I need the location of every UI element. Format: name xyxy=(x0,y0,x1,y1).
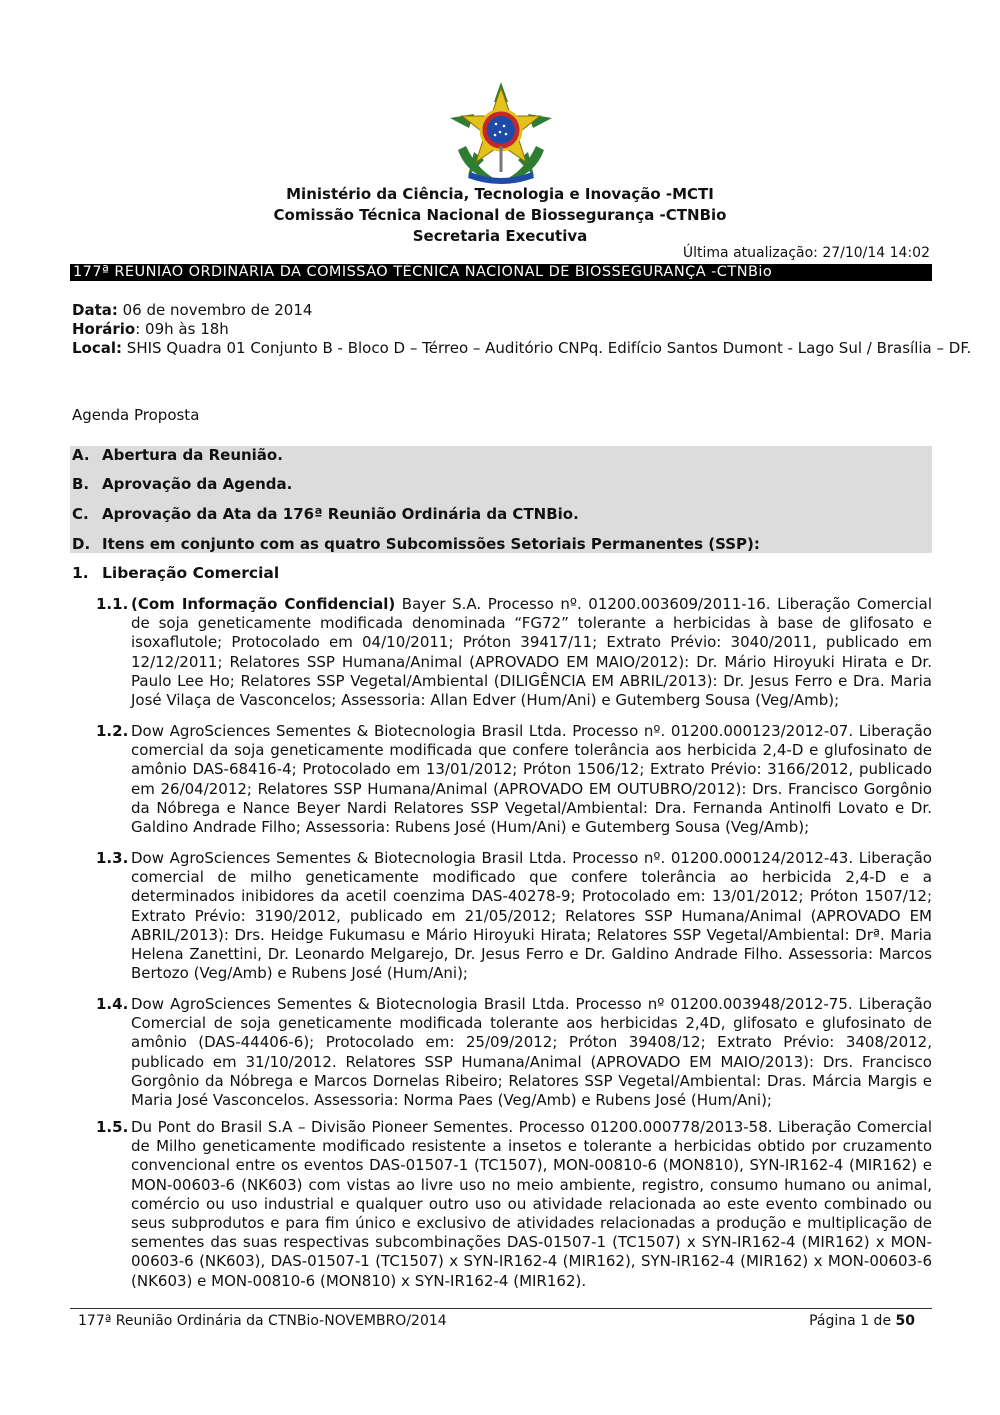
entry-body xyxy=(131,722,932,837)
entry-text: Dow AgroSciences Sementes & Biotecnologia Brasil Ltda. Processo nº 01200.003948/2012-75. Liberação Comercial de soja geneticamente modificada tolerante aos herbicidas 2,4D, glifosato e glufosinato de amônio (DAS-44406-6); Protocolado em: 25/09/2012; Próton 39408/12; Extrato Prévio: 3408/2012, publicado em 31/10/2012. Relatores SSP Humana/Animal (APROVADO EM MAIO/2013): Drs. Francisco Gorgônio da Nóbrega e Marcos Dornelas Ribeiro; Relatores SSP Vegetal/Ambiental: Dras. Márcia Margis e Maria José Vasconcelos. Assessoria: Norma Paes (Veg/Amb) e Rubens José (Hum/Ani); xyxy=(131,995,932,1110)
entry-text: Du Pont do Brasil S.A – Divisão Pioneer Sementes. Processo 01200.000778/2013-58. Liberação Comercial de Milho geneticamente modificado resistente a insetos e tolerante a herbicidas obtido por cruzamento convencional entre os eventos DAS-01507-1 (TC1507), MON-00810-6 (MON810), SYN-IR162-4 (MIR162) e MON-00603-6 (NK603) com vistas ao livre uso no meio ambiente, registro, consumo humano ou animal, comércio ou uso industrial e qualquer outro uso ou atividade relacionada ao este evento combinado ou seus subprodutos e para fim único e exclusivo de atividades relacionadas a produção e multiplicação de sementes das suas respectivas subcombinações DAS-01507-1 (TC1507) x SYN-IR162-4 (MIR162) x MON-00603-6 (NK603), DAS-01507-1 (TC1507) x SYN-IR162-4 (MIR162), SYN-IR162-4 (MIR162) x MON-00603-6 (NK603) e MON-00810-6 (MON810) x SYN-IR162-4 (MIR162). xyxy=(131,1118,932,1290)
agenda-item-text: Aprovação da Agenda. xyxy=(102,475,293,493)
process-entry xyxy=(96,1118,932,1291)
agenda-item xyxy=(72,535,760,553)
entry-body xyxy=(131,849,932,983)
time-value: : 09h às 18h xyxy=(135,320,229,338)
meeting-time xyxy=(72,320,977,339)
meeting-place xyxy=(72,339,977,358)
executive-secretariat: Secretaria Executiva xyxy=(412,227,588,245)
page-indicator xyxy=(809,1313,915,1329)
agenda-item xyxy=(72,446,283,464)
entry-body xyxy=(131,995,932,1110)
agenda-item-label: D. xyxy=(72,535,91,553)
entry-number: 1.1. xyxy=(96,595,129,613)
process-entry xyxy=(96,595,932,710)
last-updated: Última atualização: 27/10/14 14:02 xyxy=(682,245,930,261)
section-text: Liberação Comercial xyxy=(102,564,280,582)
entry-number: 1.5. xyxy=(96,1118,129,1136)
meeting-date xyxy=(72,301,977,320)
place-label: Local: xyxy=(72,339,123,357)
process-entry xyxy=(96,722,932,837)
page-total: 50 xyxy=(895,1313,915,1329)
time-label: Horário xyxy=(72,320,136,338)
place-value: SHIS Quadra 01 Conjunto B - Bloco D – Térreo – Auditório CNPq. Edifício Santos Dumont - Lago Sul / Brasília – DF. xyxy=(122,339,972,357)
agenda-item xyxy=(72,505,579,523)
ministry-name: Ministério da Ciência, Tecnologia e Inovação -MCTI xyxy=(286,185,714,203)
agenda-item-label: A. xyxy=(72,446,90,464)
footer-meeting-label: 177ª Reunião Ordinária da CTNBio-NOVEMBRO/2014 xyxy=(78,1313,447,1329)
agenda-item-text: Abertura da Reunião. xyxy=(102,446,283,464)
entry-number: 1.2. xyxy=(96,722,129,740)
footer-divider xyxy=(70,1308,932,1309)
process-entry xyxy=(96,995,932,1110)
section-label: 1. xyxy=(72,564,89,582)
process-entry xyxy=(96,849,932,983)
commission-name: Comissão Técnica Nacional de Biossegurança -CTNBio xyxy=(273,206,727,224)
coat-of-arms-icon xyxy=(448,80,554,188)
entry-text: Dow AgroSciences Sementes & Biotecnologia Brasil Ltda. Processo nº. 01200.000123/2012-07. Liberação comercial da soja geneticamente modificada que confere tolerância aos herbicida 2,4-D e glufosinato de amônio DAS-68416-4; Protocolado em 13/01/2012; Próton 1506/12; Extrato Prévio: 3166/2012, publicado em 26/04/2012; Relatores SSP Humana/Animal (APROVADO EM OUTUBRO/2012): Drs. Francisco Gorgônio da Nóbrega e Nance Beyer Nardi Relatores SSP Vegetal/Ambiental: Dra. Fernanda Antinolfi Lovato e Dr. Galdino Andrade Filho; Assessoria: Rubens José (Hum/Ani) e Gutemberg Sousa (Veg/Amb); xyxy=(131,722,932,837)
agenda-item-label: C. xyxy=(72,505,89,523)
date-value: 06 de novembro de 2014 xyxy=(117,301,313,319)
agenda-item-label: B. xyxy=(72,475,90,493)
date-label: Data: xyxy=(72,301,118,319)
page-current: 1 xyxy=(860,1313,870,1329)
entry-body xyxy=(131,1118,932,1291)
agenda-title: Agenda Proposta xyxy=(72,406,200,424)
entry-text: Bayer S.A. Processo nº. 01200.003609/2011-16. Liberação Comercial de soja geneticamente modificada denominada “FG72” tolerante a herbicidas à base de glifosato e isoxaflutole; Protocolado em 04/10/2011; Próton 39417/11; Extrato Prévio: 3040/2011, publicado em 12/12/2011; Relatores SSP Humana/Animal (APROVADO EM MAIO/2012): Dr. Mário Hiroyuki Hirata e Dr. Paulo Lee Ho; Relatores SSP Vegetal/Ambiental (DILIGÊNCIA EM ABRIL/2013): Dr. Jesus Ferro e Dra. Maria José Vilaça de Vasconcelos; Assessoria: Allan Edver (Hum/Ani) e Gutemberg Sousa (Veg/Amb); xyxy=(131,595,933,710)
entry-number: 1.3. xyxy=(96,849,129,867)
agenda-item xyxy=(72,475,292,493)
entry-number: 1.4. xyxy=(96,995,129,1013)
agenda-item-text: Itens em conjunto com as quatro Subcomissões Setoriais Permanentes (SSP): xyxy=(102,535,760,553)
page-prefix: Página xyxy=(809,1313,861,1329)
entry-text: Dow AgroSciences Sementes & Biotecnologia Brasil Ltda. Processo nº. 01200.000124/2012-43. Liberação comercial de milho geneticamente modificado que confere tolerância ao herbicida 2,4-D e a determinados inibidores da acetil coenzima DAS-40278-9; Protocolado em: 13/01/2012; Próton 1507/12; Extrato Prévio: 3190/2012, publicado em 21/05/2012; Relatores SSP Humana/Animal (APROVADO EM ABRIL/2013): Drs. Heidge Fukumasu e Mário Hiroyuki Hirata; Relatores SSP Vegetal/Ambiental: Drª. Maria Helena Zanettini, Dr. Leonardo Melgarejo, Dr. Jesus Ferro e Dr. Galdino Andrade Filho. Assessoria: Marcos Bertozo (Veg/Amb) e Rubens José (Hum/Ani); xyxy=(131,849,932,983)
agenda-item-text: Aprovação da Ata da 176ª Reunião Ordinária da CTNBio. xyxy=(102,505,579,523)
section-title xyxy=(72,564,279,582)
entry-body xyxy=(131,595,932,710)
meeting-title-bar: 177ª REUNIÃO ORDINÁRIA DA COMISSÃO TÉCNICA NACIONAL DE BIOSSEGURANÇA -CTNBio xyxy=(70,264,932,281)
page-mid: de xyxy=(869,1313,896,1329)
confidential-tag: (Com Informação Confidencial) xyxy=(131,595,396,613)
